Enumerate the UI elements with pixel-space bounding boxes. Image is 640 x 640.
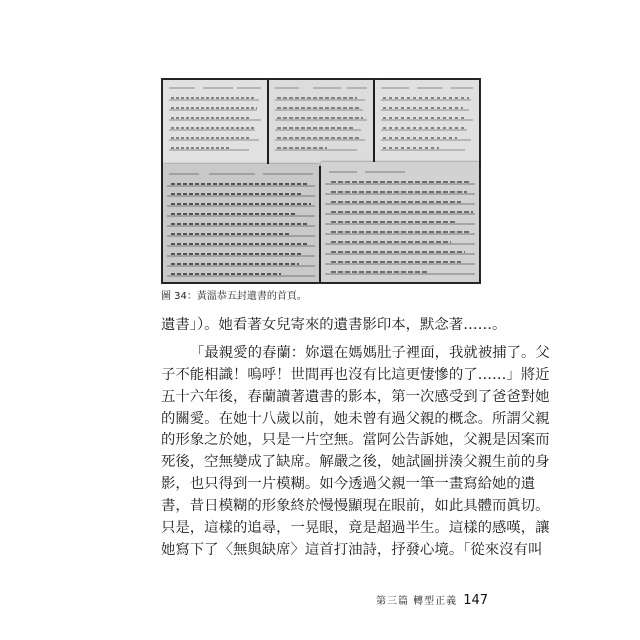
text-line: 子不能相識！嗚呼！世間再也沒有比這更悽慘的了……」將近 [161,366,550,383]
figure-caption: 圖 34：黃溫恭五封遺書的首頁。 [161,291,307,302]
text-line: 的形象之於她，只是一片空無。當阿公告訴她，父親是因案而 [161,432,550,449]
letters-photo [161,78,481,284]
text-line: 影，也只得到一片模糊。如今透過父親一筆一畫寫給她的遺 [161,476,536,493]
text-line: 的關愛。在她十八歲以前，她未曾有過父親的概念。所謂父親 [161,410,550,427]
letter-sheet [163,164,319,282]
text-line: 死後，空無變成了缺席。解嚴之後，她試圖拼湊父親生前的身 [161,454,550,471]
running-section-title: 第三篇 轉型正義 [376,596,458,607]
text-line: 只是，這樣的追尋，一晃眼，竟是超過半生。這樣的感嘆，讓 [161,520,550,537]
text-line: 「最親愛的春蘭：妳還在媽媽肚子裡面，我就被捕了。父 [190,344,550,361]
page-footer [376,592,490,608]
letter-sheet [375,80,479,166]
letter-sheet [163,80,267,166]
letter-sheet [269,80,373,166]
text-line: 遺書」）。她看著女兒寄來的遺書影印本，默念著……。 [161,317,507,333]
text-line: 五十六年後，春蘭讀著遺書的影本，第一次感受到了爸爸對她 [161,388,550,405]
body-text [161,315,550,562]
text-line: 書，昔日模糊的形象終於慢慢顯現在眼前，如此具體而眞切。 [161,498,550,515]
text-line: 她寫下了〈無與缺席〉這首打油詩，抒發心境。「從來沒有叫 [161,541,543,558]
page-number: 147 [463,593,489,608]
letter-sheet [321,162,479,282]
